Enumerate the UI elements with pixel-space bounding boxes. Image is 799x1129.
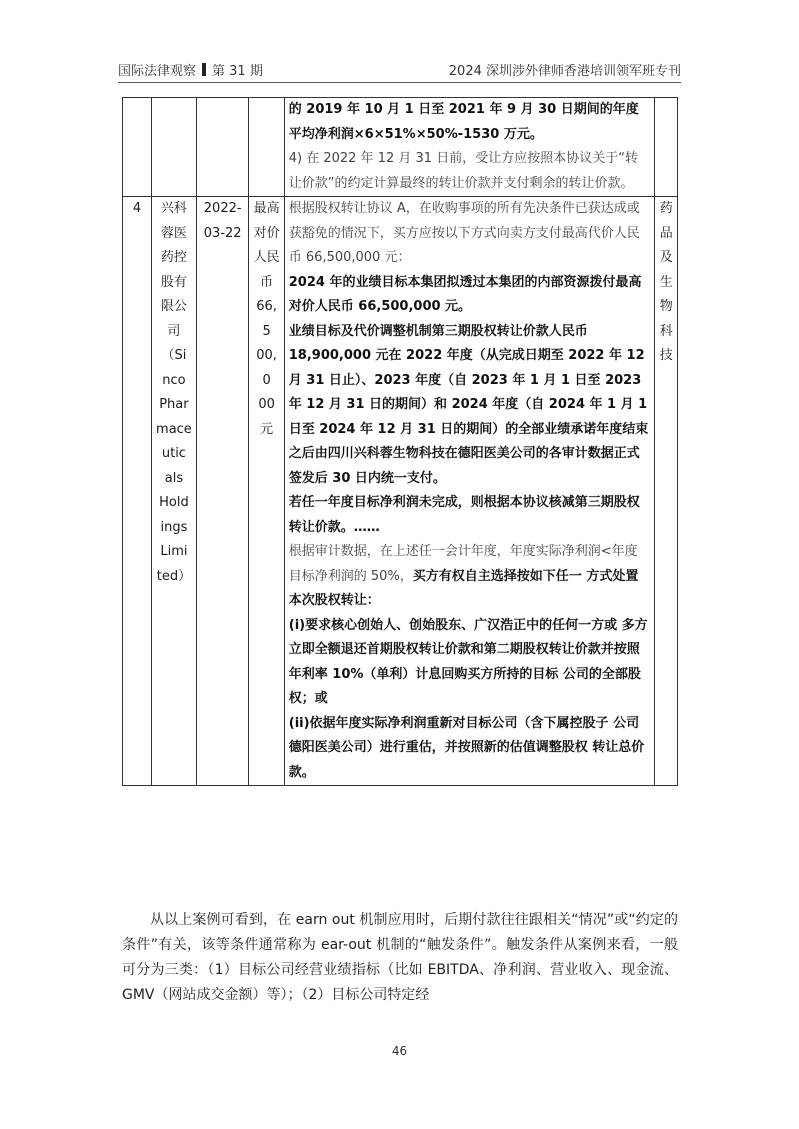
cell-date — [196, 98, 249, 197]
terms-text-normal: 根据审计数据，在上述任一会计年度，年度实际净利润<年度目标净利润的 50%， — [288, 544, 638, 584]
party-line: ings — [160, 519, 188, 535]
cell-no — [123, 98, 152, 197]
terms-text-bold: 买方有权自主选择按如下任一 方式处置本次股权转让： — [288, 568, 639, 608]
terms-text: 4) 在 2022 年 12 月 31 日前，受让方应按照本协议关于“转让价款”的约定计算最终的转让价款并支付剩余的转让价款。 — [288, 151, 638, 191]
industry-char: 及 — [659, 250, 673, 265]
cell-party — [151, 98, 196, 197]
date-line: 2022- — [203, 201, 242, 216]
terms-text — [289, 540, 651, 614]
terms-text: 若任一年度目标净利润未完成，则根据本协议核减第三期股权转让价款。…… — [288, 495, 640, 535]
party-line: utic — [161, 446, 186, 461]
party-line: mace — [156, 421, 192, 437]
cell-industry — [655, 98, 678, 197]
table-row-4 — [123, 197, 678, 786]
industry-char: 技 — [659, 348, 673, 363]
party-line: 股有 — [160, 274, 187, 290]
industry-char: 物 — [659, 299, 673, 314]
industry-char: 药 — [659, 201, 673, 216]
party-line: als — [164, 470, 184, 486]
price-line: 00 元 — [258, 397, 275, 437]
price-line: 最高 — [253, 201, 280, 216]
terms-text: (ii)依据年度实际净利润重新对目标公司（含下属控股子 公司德阳医美公司）进行重估，并按照新的估值调整股权 转让总价款。 — [288, 715, 645, 780]
price-line: 对价 — [253, 225, 280, 241]
terms-text: 2024 年的业绩目标本集团拟透过本集团的内部资源拨付最高对价人民币 66,500,000 元。 — [288, 274, 642, 314]
party-line: 药控 — [160, 250, 187, 265]
party-line: ted） — [156, 568, 192, 584]
party-line: 兴科 — [160, 201, 187, 216]
industry-char: 品 — [659, 225, 673, 241]
case-table — [122, 97, 678, 786]
party-line: （Si — [161, 348, 187, 363]
date-line: 03-22 — [203, 225, 242, 241]
party-line: Limi — [160, 544, 188, 559]
price-line: 人民 — [253, 250, 280, 265]
page-number: 46 — [391, 1044, 408, 1058]
price-line: 66,5 — [256, 299, 277, 339]
industry-char: 科 — [659, 323, 673, 339]
party-line: nco — [162, 372, 186, 388]
body-paragraph: 从以上案例可看到，在 earn out 机制应用时，后期付款往往跟相关“情况”或“约定的条件”有关，该等条件通常称为 ear-out 机制的“触发条件”。触发条件从案例来看，一般可分为三类：（1）目标公司经营业绩指标（比如 EBITDA、净利润、营业收入、现金流、GMV（网站成交金额）等）；（2）目标公司特定经 — [122, 912, 678, 1003]
cell-terms — [284, 98, 655, 197]
terms-text: 根据股权转让协议 A，在收购事项的所有先决条件已获达成或获豁免的情况下，买方应按以下方式向卖方支付最高代价人民币 66,500,000 元： — [288, 201, 640, 265]
party-line: 限公 — [160, 299, 187, 314]
party-line: Hold — [159, 495, 189, 510]
party-line: 司 — [167, 323, 181, 339]
cell-date — [196, 197, 249, 786]
header-rule — [118, 82, 681, 83]
issue-number: 第 31 期 — [212, 64, 263, 79]
cell-terms — [284, 197, 655, 786]
page-header — [118, 60, 681, 82]
special-issue-title: 2024 深圳涉外律师香港培训领军班专刊 — [448, 64, 681, 79]
terms-text: 业绩目标及代价调整机制第三期股权转让价款人民币 18,900,000 元在 2022 年度（从完成日期至 2022 年 12 月 31 日止）、2023 年度（自 2023 年 1 月 1 日至 2023 年 12 月 31 日的期间）和 2024 年度（自 2024 年 1 月 1 日至 2024 年 12 月 31 日的期间）的全部业绩承诺年度结束之后由四川兴科蓉生物科技在德阳医美公司的各审计数据正式签发后 30 日内统一支付。 — [288, 323, 649, 486]
cell-industry — [655, 197, 678, 786]
cell-price — [249, 197, 284, 786]
cell-price — [249, 98, 284, 197]
terms-text: 的 2019 年 10 月 1 日至 2021 年 9 月 30 日期间的年度平均净利润×6×51%×50%-1530 万元。 — [288, 102, 639, 142]
price-line: 币 — [260, 274, 274, 290]
header-separator-bar — [202, 63, 206, 76]
party-line: 蓉医 — [160, 225, 187, 241]
table-row-continued — [123, 98, 678, 197]
terms-text: (i)要求核心创始人、创始股东、广汉浩正中的任何一方或 多方立即全额退还首期股权转让价款和第二期股权转让价款并按照年利率 10%（单利）计息回购买方所持的目标 公司的全部股权；或 — [288, 617, 648, 706]
cell-no: 4 — [123, 197, 152, 786]
party-line: Phar — [159, 397, 189, 412]
journal-title: 国际法律观察 — [118, 64, 197, 79]
cell-party — [151, 197, 196, 786]
industry-char: 生 — [659, 274, 673, 290]
header-left — [118, 60, 263, 79]
price-line: 00,0 — [256, 348, 277, 388]
